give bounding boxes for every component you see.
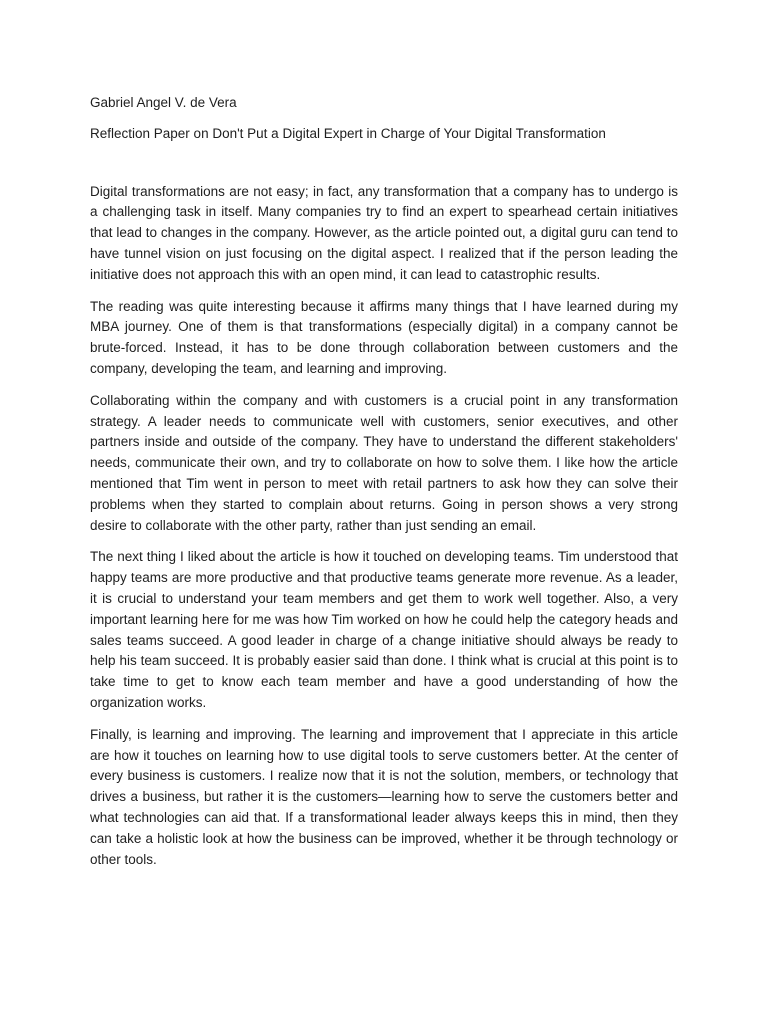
document-page xyxy=(90,93,678,881)
paragraph-4: The next thing I liked about the article is how it touched on developing teams. Tim understood that happy teams are more productive and that productive teams generate more revenue. As a leader, it is crucial to understand your team members and get them to work well together. Also, a very important learning here for me was how Tim worked on how he could help the category heads and sales teams succeed. A good leader in charge of a change initiative should always be ready to help his team succeed. It is probably easier said than done. I think what is crucial at this point is to take time to get to know each team member and have a good understanding of how the organization works. xyxy=(90,549,678,710)
paper-title: Reflection Paper on Don't Put a Digital Expert in Charge of Your Digital Transformation xyxy=(90,125,606,141)
author-name: Gabriel Angel V. de Vera xyxy=(90,95,237,110)
paragraph-5: Finally, is learning and improving. The learning and improvement that I appreciate in this article are how it touches on learning how to use digital tools to serve customers better. At the center of every business is customers. I realize now that it is not the solution, members, or technology that drives a business, but rather it is the customers—learning how to serve the customers better and what technologies can aid that. If a transformational leader always keeps this in mind, then they can take a holistic look at how the business can be improved, whether it be through technology or other tools. xyxy=(90,726,678,867)
paragraph-2: The reading was quite interesting because it affirms many things that I have learned during my MBA journey. One of them is that transformations (especially digital) in a company cannot be brute-forced. Instead, it has to be done through collaboration between customers and the company, developing the team, and learning and improving. xyxy=(90,298,678,376)
paragraph-1: Digital transformations are not easy; in fact, any transformation that a company has to undergo is a challenging task in itself. Many companies try to find an expert to spearhead certain initiatives that lead to changes in the company. However, as the article pointed out, a digital guru can tend to have tunnel vision on just focusing on the digital aspect. I realized that if the person leading the initiative does not approach this with an open mind, it can lead to catastrophic results. xyxy=(90,183,678,282)
paragraph-3: Collaborating within the company and with customers is a crucial point in any transformation strategy. A leader needs to communicate well with customers, senior executives, and other partners inside and outside of the company. They have to understand the different stakeholders' needs, communicate their own, and try to collaborate on how to solve them. I like how the article mentioned that Tim went in person to meet with retail partners to ask how they can solve their problems when they started to complain about returns. Going in person shows a very strong desire to collaborate with the other party, rather than just sending an email. xyxy=(90,392,678,533)
